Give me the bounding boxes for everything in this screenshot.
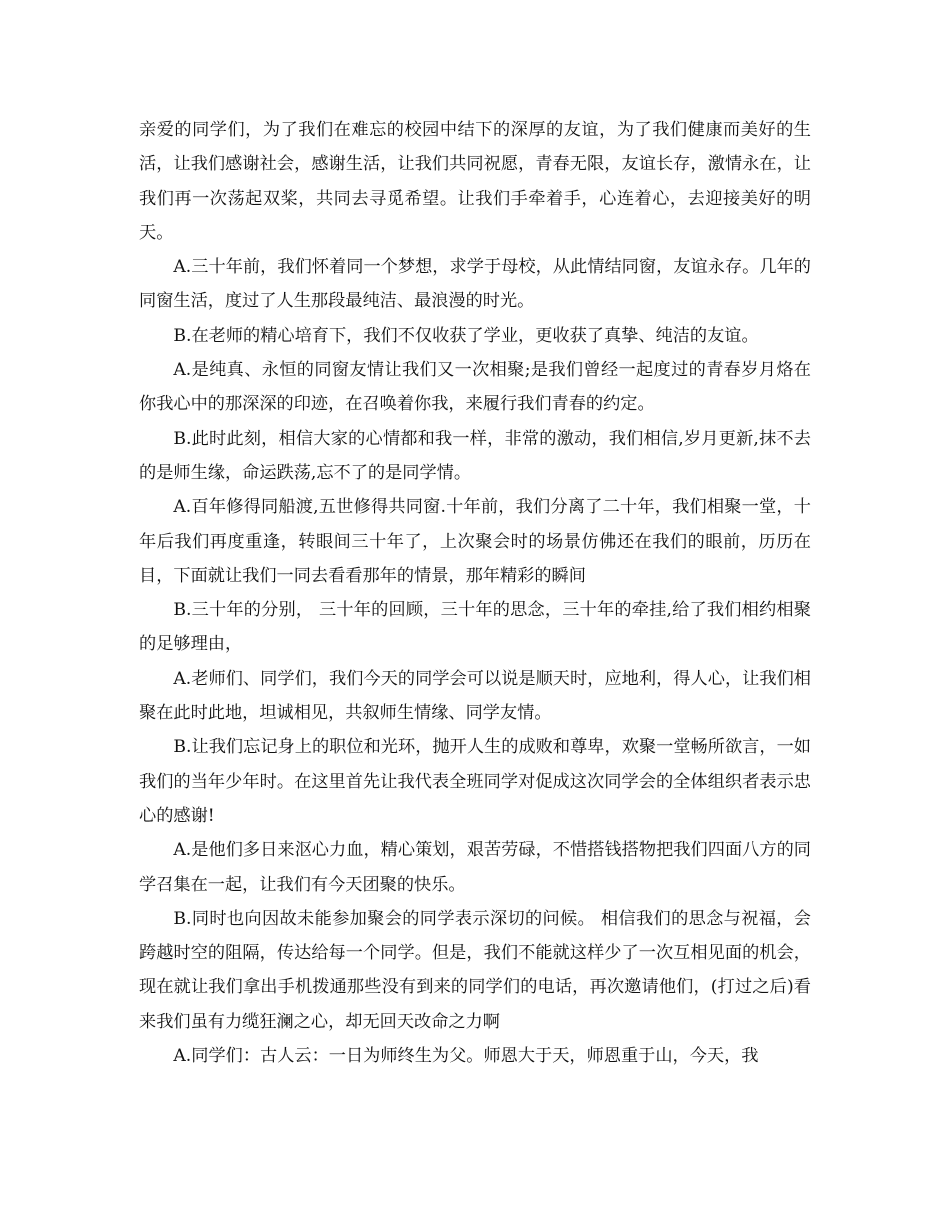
paragraph-9: B.让我们忘记身上的职位和光环，抛开人生的成败和尊卑，欢聚一堂畅所欲言，一如我们的当年少年时。在这里首先让我代表全班同学对促成这次同学会的全体组织者表示忠心的感谢! — [139, 737, 811, 826]
paragraph-6: A.百年修得同船渡,五世修得共同窗.十年前，我们分离了二十年，我们相聚一堂，十年后我们再度重逢，转眼间三十年了，上次聚会时的场景仿佛还在我们的眼前，历历在目，下面就让我们一同去看看那年的情景，那年精彩的瞬间 — [139, 497, 811, 586]
paragraph-7: B.三十年的分别， 三十年的回顾，三十年的思念，三十年的牵挂,给了我们相约相聚的足够理由， — [139, 600, 811, 655]
paragraph-1: 亲爱的同学们，为了我们在难忘的校园中结下的深厚的友谊，为了我们健康而美好的生活，让我们感谢社会，感谢生活，让我们共同祝愿，青春无限，友谊长存，激情永在，让我们再一次荡起双桨，共同去寻觅希望。让我们手牵着手，心连着心，去迎接美好的明天。 — [139, 120, 811, 243]
paragraph-4: A.是纯真、永恒的同窗友情让我们又一次相聚;是我们曾经一起度过的青春岁月烙在你我心中的那深深的印迹，在召唤着你我，来履行我们青春的约定。 — [139, 360, 811, 415]
paragraph-11: B.同时也向因故未能参加聚会的同学表示深切的问候。 相信我们的思念与祝福，会跨越时空的阻隔，传达给每一个同学。但是，我们不能就这样少了一次互相见面的机会，现在就让我们拿出手机拨通那些没有到来的同学们的电话，再次邀请他们，(打过之后)看来我们虽有力缆狂澜之心，却无回天改命之力啊 — [139, 908, 811, 1032]
paragraph-12: A.同学们：古人云：一日为师终生为父。师恩大于天，师恩重于山，今天，我 — [173, 1046, 759, 1067]
paragraph-3: B.在老师的精心培育下，我们不仅收获了学业，更收获了真挚、纯洁的友谊。 — [173, 325, 759, 346]
paragraph-5: B.此时此刻，相信大家的心情都和我一样，非常的激动，我们相信,岁月更新,抹不去的是师生缘，命运跌荡,忘不了的是同学情。 — [139, 428, 811, 483]
paragraph-8: A.老师们、同学们，我们今天的同学会可以说是顺天时，应地利，得人心，让我们相聚在此时此地，坦诚相见，共叙师生情缘、同学友情。 — [139, 668, 811, 724]
document-page — [139, 113, 811, 1073]
paragraph-2: A.三十年前，我们怀着同一个梦想，求学于母校，从此情结同窗，友谊永存。几年的同窗生活，度过了人生那段最纯洁、最浪漫的时光。 — [139, 257, 811, 312]
paragraph-10: A.是他们多日来沤心力血，精心策划，艰苦劳碌，不惜搭钱搭物把我们四面八方的同学召集在一起，让我们有今天团聚的快乐。 — [139, 840, 811, 895]
